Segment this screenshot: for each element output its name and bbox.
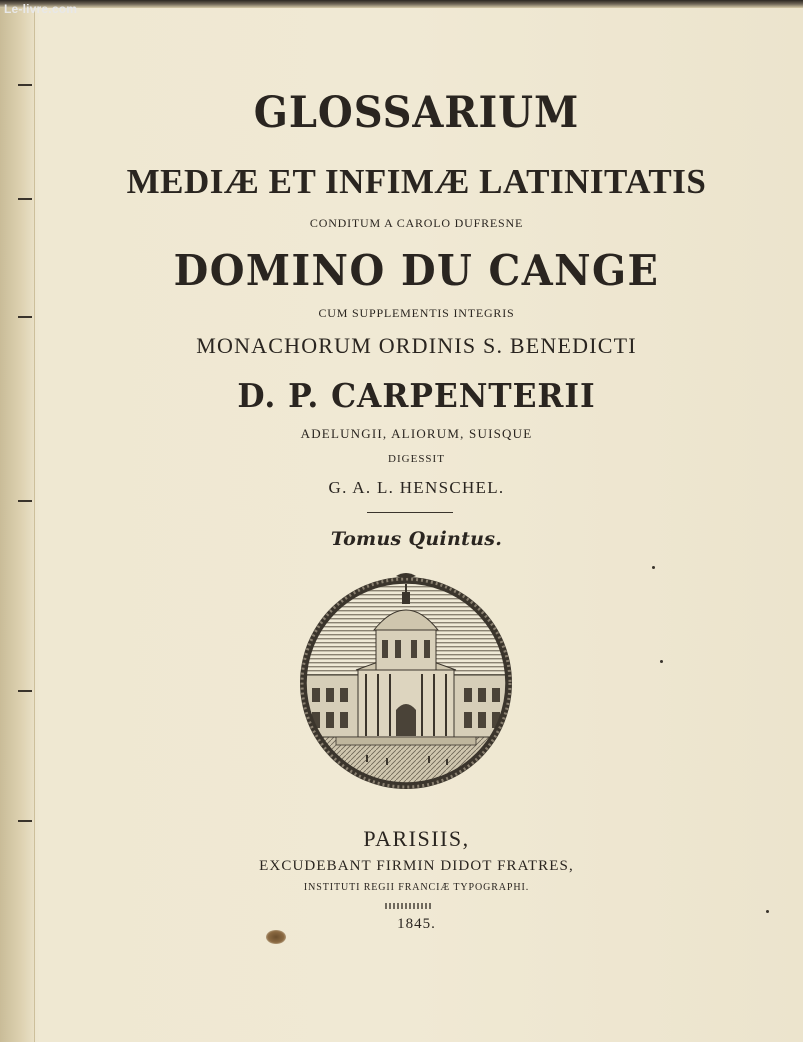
publication-year: 1845. <box>397 916 436 932</box>
editor-name: G. A. L. HENSCHEL. <box>328 478 505 497</box>
monachorum-line: MONACHORUM ORDINIS S. BENEDICTI <box>196 333 637 358</box>
binding-mark <box>18 500 32 502</box>
paper-speck <box>652 566 655 569</box>
carpenterii-line: D. P. CARPENTERII <box>237 376 596 415</box>
adelungii-line: ADELUNGII, ALIORUM, SUISQUE <box>300 426 533 441</box>
paper-speck <box>766 910 769 913</box>
volume-label: Tomus Quintus. <box>330 528 503 550</box>
binding-mark <box>18 84 32 86</box>
watermark: Le-livre.com <box>4 2 78 16</box>
conditum-line: CONDITUM A CAROLO DUFRESNE <box>309 216 524 230</box>
binding-mark <box>18 820 32 822</box>
engraved-building-medallion-icon <box>296 570 516 792</box>
author-name: DOMINO DU CANGE <box>173 246 660 295</box>
page-top-edge <box>0 0 803 8</box>
ornament-rule <box>385 903 431 909</box>
printer-title-line: INSTITUTI REGII FRANCIÆ TYPOGRAPHI. <box>303 882 530 893</box>
paper-speck <box>660 660 663 663</box>
printer-line: EXCUDEBANT FIRMIN DIDOT FRATRES, <box>259 858 574 874</box>
binding-mark <box>18 690 32 692</box>
supplement-line: CUM SUPPLEMENTIS INTEGRIS <box>318 306 515 320</box>
place-of-publication: PARISIIS, <box>363 826 470 851</box>
divider-rule <box>367 512 453 513</box>
book-subtitle: MEDIÆ ET INFIMÆ LATINITATIS <box>126 162 707 201</box>
book-title: GLOSSARIUM <box>253 88 580 138</box>
paper-stain <box>266 930 286 944</box>
digessit-line: DIGESSIT <box>388 453 445 465</box>
